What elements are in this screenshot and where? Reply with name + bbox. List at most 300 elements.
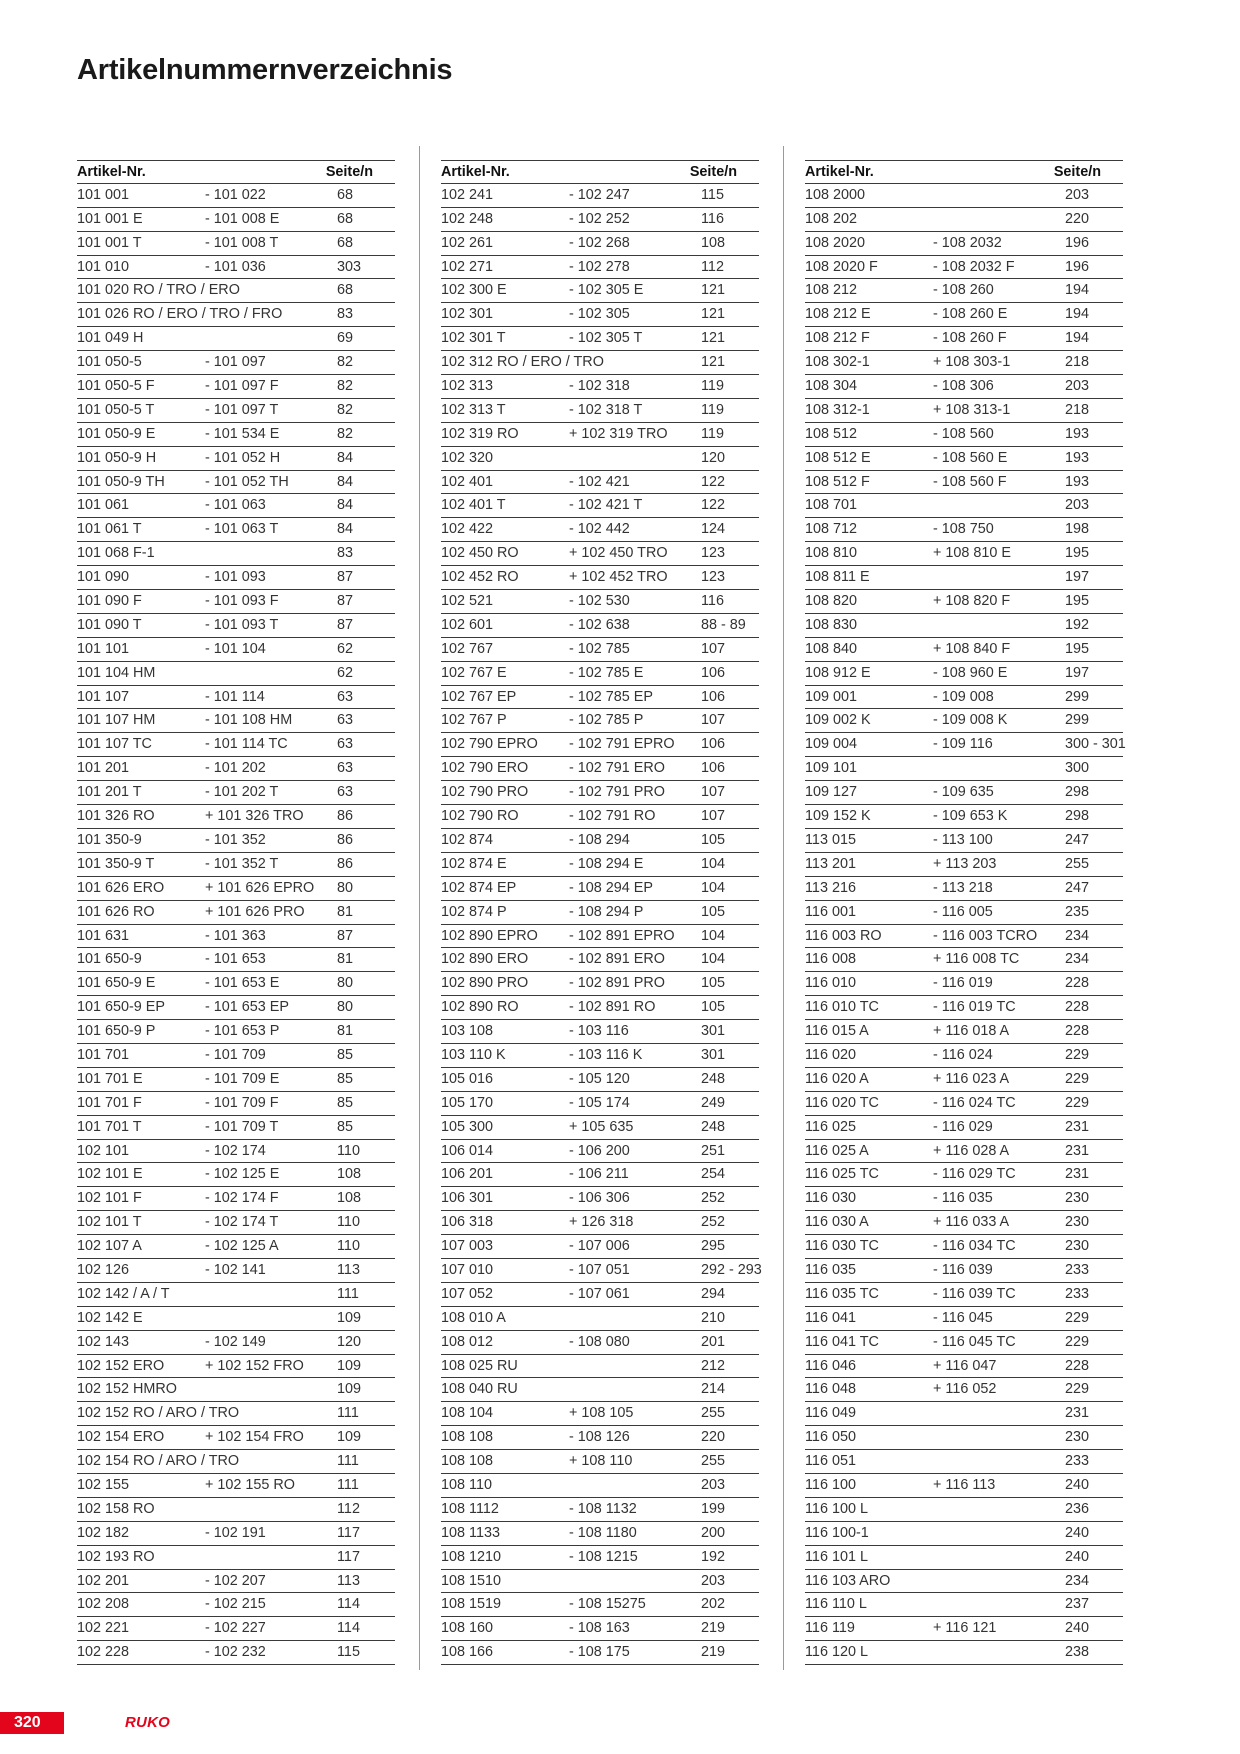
page-reference: 298 (1065, 808, 1090, 825)
article-number-from: 109 002 K (805, 712, 871, 729)
page-reference: 105 (701, 975, 726, 992)
page-reference: 220 (1065, 210, 1090, 227)
article-number-to: - 102 421 (569, 473, 630, 490)
page-reference: 301 (701, 1046, 726, 1063)
article-number-to: - 116 024 TC (933, 1094, 1016, 1111)
page-reference: 68 (337, 234, 354, 251)
article-number-from: 108 1510 (441, 1572, 502, 1589)
page-reference: 194 (1065, 330, 1090, 347)
index-row (805, 1593, 1123, 1617)
article-number-to: - 102 305 (569, 306, 630, 323)
article-number-to: - 102 891 PRO (569, 975, 665, 992)
page-reference: 229 (1065, 1333, 1090, 1350)
index-row (805, 805, 1123, 829)
index-row (441, 805, 759, 829)
article-number-to: - 108 1180 (569, 1524, 637, 1541)
article-number-from: 101 050-5 F (77, 378, 155, 395)
article-number-from: 108 820 (805, 593, 858, 610)
page-reference: 195 (1065, 593, 1090, 610)
index-row (805, 1546, 1123, 1570)
article-number-to: - 109 008 K (933, 712, 1008, 729)
header-article-number: Artikel-Nr. (805, 164, 874, 180)
page-reference: 255 (701, 1453, 726, 1470)
article-number-from: 107 003 (441, 1238, 494, 1255)
article-number-from: 102 601 (441, 616, 494, 633)
page-reference: 203 (1065, 497, 1090, 514)
article-number-to: + 101 326 TRO (205, 808, 304, 825)
article-number-to: - 101 709 (205, 1046, 266, 1063)
index-row (441, 1617, 759, 1641)
page-reference: 252 (701, 1190, 726, 1207)
page-reference: 240 (1065, 1476, 1090, 1493)
index-row (441, 447, 759, 471)
page-reference: 123 (701, 545, 726, 562)
header-article-number: Artikel-Nr. (77, 164, 146, 180)
page-reference: 83 (337, 306, 354, 323)
article-number-to: + 101 626 EPRO (205, 879, 315, 896)
index-row (441, 972, 759, 996)
article-number-from: 101 001 T (77, 234, 142, 251)
article-number-from: 101 701 F (77, 1094, 142, 1111)
page-reference: 238 (1065, 1644, 1090, 1661)
article-number-from: 116 101 L (805, 1548, 868, 1565)
page-reference: 119 (701, 401, 724, 418)
article-number-to: + 116 052 (933, 1381, 997, 1398)
article-number-to: + 116 113 (933, 1476, 996, 1493)
page-reference: 81 (337, 1023, 354, 1040)
article-number-from: 102 154 RO / ARO / TRO (77, 1453, 240, 1470)
index-row (77, 542, 395, 566)
article-number-to: + 116 028 A (933, 1142, 1010, 1159)
article-number-from: 102 422 (441, 521, 494, 538)
page-reference: 86 (337, 808, 354, 825)
article-number-from: 105 016 (441, 1070, 494, 1087)
article-number-to: - 102 232 (205, 1644, 266, 1661)
article-number-from: 102 101 F (77, 1190, 142, 1207)
page-reference: 195 (1065, 545, 1090, 562)
page-reference: 248 (701, 1070, 726, 1087)
page-reference: 114 (337, 1620, 360, 1637)
article-number-from: 108 108 (441, 1429, 494, 1446)
article-number-to: - 101 108 HM (205, 712, 293, 729)
article-number-from: 108 012 (441, 1333, 494, 1350)
page-reference: 254 (701, 1166, 726, 1183)
article-number-to: - 101 709 T (205, 1118, 279, 1135)
index-row (77, 662, 395, 686)
page-reference: 85 (337, 1094, 354, 1111)
index-row (441, 208, 759, 232)
article-number-to: - 101 363 (205, 927, 266, 944)
article-number-from: 106 201 (441, 1166, 494, 1183)
index-row (441, 1641, 759, 1665)
article-number-from: 101 049 H (77, 330, 144, 347)
article-number-from: 108 212 E (805, 306, 871, 323)
index-column-2 (441, 160, 762, 1665)
index-row (77, 1641, 395, 1665)
article-number-from: 102 401 T (441, 497, 506, 514)
article-number-to: + 116 023 A (933, 1070, 1010, 1087)
page-reference: 122 (701, 497, 726, 514)
page-reference: 81 (337, 903, 354, 920)
article-number-to: - 102 421 T (569, 497, 643, 514)
page-reference: 230 (1065, 1238, 1090, 1255)
page-reference: 231 (1065, 1166, 1090, 1183)
article-number-to: - 106 200 (569, 1142, 630, 1159)
page-reference: 229 (1065, 1309, 1090, 1326)
index-row (77, 518, 395, 542)
index-row (805, 351, 1123, 375)
index-row (441, 566, 759, 590)
article-number-from: 102 143 (77, 1333, 130, 1350)
article-number-from: 116 030 (805, 1190, 856, 1207)
article-number-from: 102 152 HMRO (77, 1381, 177, 1398)
article-number-to: - 102 268 (569, 234, 630, 251)
article-number-to: - 102 791 PRO (569, 784, 665, 801)
page-reference: 88 - 89 (701, 616, 746, 633)
article-number-from: 102 221 (77, 1620, 130, 1637)
article-number-to: - 116 045 (933, 1309, 993, 1326)
article-number-to: - 102 174 T (205, 1214, 279, 1231)
article-number-from: 102 101 T (77, 1214, 142, 1231)
index-row (805, 590, 1123, 614)
article-number-from: 101 050-9 TH (77, 473, 165, 490)
article-number-from: 108 025 RU (441, 1357, 518, 1374)
article-number-to: - 102 891 ERO (569, 951, 665, 968)
page-reference: 200 (701, 1524, 726, 1541)
page-reference: 110 (337, 1142, 360, 1159)
index-row (441, 1211, 759, 1235)
index-row (441, 1402, 759, 1426)
article-number-from: 108 2020 F (805, 258, 878, 275)
article-number-from: 108 830 (805, 616, 858, 633)
article-number-from: 102 107 A (77, 1238, 142, 1255)
article-number-from: 108 160 (441, 1620, 494, 1637)
page-reference: 299 (1065, 712, 1090, 729)
article-number-to: - 102 125 A (205, 1238, 279, 1255)
index-row (441, 1426, 759, 1450)
page-reference: 121 (701, 306, 726, 323)
article-number-from: 105 300 (441, 1118, 494, 1135)
page-reference: 193 (1065, 449, 1090, 466)
index-row (805, 1331, 1123, 1355)
article-number-from: 106 301 (441, 1190, 494, 1207)
page-reference: 63 (337, 688, 354, 705)
index-row (77, 972, 395, 996)
index-row (805, 1235, 1123, 1259)
page-reference: 233 (1065, 1261, 1090, 1278)
article-number-from: 102 228 (77, 1644, 130, 1661)
page-reference: 86 (337, 831, 354, 848)
article-number-to: + 116 033 A (933, 1214, 1010, 1231)
index-row (805, 1307, 1123, 1331)
article-number-from: 105 170 (441, 1094, 494, 1111)
article-number-from: 102 450 RO (441, 545, 519, 562)
article-number-to: - 101 097 (205, 354, 266, 371)
page-reference: 252 (701, 1214, 726, 1231)
article-number-from: 108 1519 (441, 1596, 502, 1613)
article-number-to: - 101 202 T (205, 784, 279, 801)
page-reference: 82 (337, 354, 354, 371)
index-row (805, 1450, 1123, 1474)
article-number-to: - 101 008 T (205, 234, 279, 251)
article-number-from: 108 512 E (805, 449, 871, 466)
article-number-from: 101 001 (77, 186, 130, 203)
index-row (441, 614, 759, 638)
article-number-from: 101 001 E (77, 210, 143, 227)
index-column-3 (805, 160, 1126, 1665)
page-reference: 233 (1065, 1453, 1090, 1470)
index-row (77, 1593, 395, 1617)
column-divider (783, 146, 784, 1670)
article-number-from: 108 701 (805, 497, 858, 514)
page-reference: 194 (1065, 282, 1090, 299)
article-number-to: + 116 121 (933, 1620, 997, 1637)
article-number-from: 109 101 (805, 760, 858, 777)
article-number-from: 101 090 F (77, 593, 142, 610)
article-number-from: 108 104 (441, 1405, 494, 1422)
index-row (441, 877, 759, 901)
index-row (805, 1259, 1123, 1283)
index-row (441, 1140, 759, 1164)
article-number-from: 101 650-9 P (77, 1023, 156, 1040)
article-number-to: - 116 039 (933, 1261, 993, 1278)
index-row (441, 829, 759, 853)
page-reference: 121 (701, 282, 726, 299)
index-row (805, 566, 1123, 590)
article-number-to: - 101 653 E (205, 975, 280, 992)
page-reference: 107 (701, 712, 726, 729)
index-row (805, 1044, 1123, 1068)
article-number-from: 108 304 (805, 378, 858, 395)
index-row (805, 757, 1123, 781)
page-reference: 196 (1065, 258, 1090, 275)
article-number-from: 102 208 (77, 1596, 130, 1613)
article-number-to: + 102 452 TRO (569, 569, 668, 586)
index-row (441, 709, 759, 733)
index-row (441, 518, 759, 542)
article-number-to: - 102 227 (205, 1620, 266, 1637)
page-reference: 63 (337, 784, 354, 801)
index-row (77, 781, 395, 805)
index-row (77, 996, 395, 1020)
index-row (441, 1331, 759, 1355)
page-reference: 109 (337, 1381, 362, 1398)
index-row (441, 1474, 759, 1498)
article-number-from: 108 2020 (805, 234, 866, 251)
article-number-from: 101 631 (77, 927, 130, 944)
article-number-from: 102 313 T (441, 401, 506, 418)
article-number-from: 116 051 (805, 1453, 856, 1470)
article-number-from: 109 127 (805, 784, 858, 801)
article-number-from: 116 050 (805, 1429, 856, 1446)
index-row (77, 1355, 395, 1379)
page-reference: 124 (701, 521, 726, 538)
article-number-from: 102 312 RO / ERO / TRO (441, 354, 604, 371)
page-reference: 295 (701, 1238, 726, 1255)
article-number-from: 116 030 TC (805, 1238, 879, 1255)
page-reference: 203 (1065, 186, 1090, 203)
page-reference: 218 (1065, 401, 1090, 418)
article-number-from: 101 701 (77, 1046, 130, 1063)
article-number-to: - 102 215 (205, 1596, 266, 1613)
article-number-from: 116 100-1 (805, 1524, 869, 1541)
article-number-to: - 116 029 (933, 1118, 993, 1135)
article-number-from: 102 874 EP (441, 879, 517, 896)
index-row (805, 853, 1123, 877)
page-number-badge: 320 (0, 1712, 64, 1734)
index-row (805, 279, 1123, 303)
index-row (805, 948, 1123, 972)
index-row (441, 423, 759, 447)
page-reference: 203 (1065, 378, 1090, 395)
index-row (77, 1450, 395, 1474)
article-number-to: - 108 960 E (933, 664, 1008, 681)
index-row (77, 471, 395, 495)
index-row (805, 781, 1123, 805)
article-number-from: 107 010 (441, 1261, 494, 1278)
article-number-to: - 108 1215 (569, 1548, 638, 1565)
page-reference: 192 (701, 1548, 726, 1565)
page-reference: 120 (701, 449, 726, 466)
article-number-to: - 105 174 (569, 1094, 630, 1111)
article-number-to: - 102 791 EPRO (569, 736, 675, 753)
article-number-from: 108 512 (805, 425, 858, 442)
page-reference: 119 (701, 378, 724, 395)
page-reference: 63 (337, 736, 354, 753)
index-row (805, 423, 1123, 447)
article-number-from: 116 041 TC (805, 1333, 879, 1350)
article-number-to: + 126 318 (569, 1214, 634, 1231)
article-number-from: 102 300 E (441, 282, 507, 299)
article-number-from: 116 008 (805, 951, 856, 968)
article-number-from: 101 061 (77, 497, 130, 514)
page-reference: 112 (701, 258, 724, 275)
index-row (77, 279, 395, 303)
article-number-to: - 107 006 (569, 1238, 630, 1255)
article-number-from: 101 026 RO / ERO / TRO / FRO (77, 306, 283, 323)
article-number-to: + 108 303-1 (933, 354, 1011, 371)
index-row (77, 447, 395, 471)
page-reference: 240 (1065, 1548, 1090, 1565)
article-number-to: + 116 018 A (933, 1023, 1010, 1040)
index-row (805, 1378, 1123, 1402)
index-row (441, 327, 759, 351)
article-number-from: 101 626 RO (77, 903, 155, 920)
index-row (805, 1116, 1123, 1140)
page-reference: 121 (701, 330, 726, 347)
article-number-to: - 108 306 (933, 378, 994, 395)
page-reference: 85 (337, 1118, 354, 1135)
index-row (77, 805, 395, 829)
article-number-to: - 101 097 T (205, 401, 279, 418)
header-pages: Seite/n (689, 164, 737, 180)
index-row (805, 1068, 1123, 1092)
index-row (77, 327, 395, 351)
article-number-from: 102 890 ERO (441, 951, 529, 968)
article-number-to: - 102 791 RO (569, 808, 656, 825)
index-row (77, 1140, 395, 1164)
article-number-to: - 109 008 (933, 688, 994, 705)
article-number-to: + 102 152 FRO (205, 1357, 304, 1374)
index-row (77, 1092, 395, 1116)
page-reference: 115 (701, 186, 724, 203)
article-number-from: 102 301 T (441, 330, 506, 347)
index-row (441, 542, 759, 566)
article-number-to: + 102 319 TRO (569, 425, 668, 442)
index-row (805, 542, 1123, 566)
page-reference: 214 (701, 1381, 726, 1398)
index-row (441, 853, 759, 877)
article-number-to: - 106 211 (569, 1166, 629, 1183)
index-row (805, 686, 1123, 710)
index-row (77, 1474, 395, 1498)
article-number-to: - 103 116 K (569, 1046, 643, 1063)
index-row (77, 901, 395, 925)
article-number-to: - 102 785 P (569, 712, 644, 729)
article-number-to: - 108 260 (933, 282, 994, 299)
page-reference: 104 (701, 855, 726, 872)
index-row (77, 1331, 395, 1355)
page-reference: 212 (701, 1357, 726, 1374)
article-number-to: - 116 039 TC (933, 1285, 1016, 1302)
index-row (441, 1235, 759, 1259)
article-number-from: 116 035 (805, 1261, 856, 1278)
index-row (441, 494, 759, 518)
index-row (77, 1570, 395, 1594)
article-number-from: 108 912 E (805, 664, 871, 681)
article-number-to: - 116 019 (933, 975, 993, 992)
index-row (441, 948, 759, 972)
article-number-to: - 102 785 E (569, 664, 644, 681)
index-row (805, 1355, 1123, 1379)
page-reference: 110 (337, 1214, 360, 1231)
article-number-to: - 116 019 TC (933, 999, 1016, 1016)
page-reference: 236 (1065, 1500, 1090, 1517)
index-row (805, 1402, 1123, 1426)
page-reference: 229 (1065, 1094, 1090, 1111)
article-number-from: 102 152 RO / ARO / TRO (77, 1405, 240, 1422)
article-number-from: 102 319 RO (441, 425, 519, 442)
article-number-to: - 109 653 K (933, 808, 1008, 825)
index-row (441, 1092, 759, 1116)
article-number-from: 116 119 (805, 1620, 855, 1637)
article-number-from: 108 302-1 (805, 354, 870, 371)
index-row (805, 829, 1123, 853)
index-row (77, 1259, 395, 1283)
page-reference: 247 (1065, 879, 1090, 896)
index-row (77, 709, 395, 733)
article-number-to: - 101 352 (205, 831, 266, 848)
article-number-to: - 102 891 RO (569, 999, 656, 1016)
page-reference: 81 (337, 951, 354, 968)
page-reference: 193 (1065, 473, 1090, 490)
index-row (441, 232, 759, 256)
article-number-from: 102 301 (441, 306, 494, 323)
page-reference: 219 (701, 1620, 726, 1637)
page-reference: 230 (1065, 1429, 1090, 1446)
article-number-from: 102 874 P (441, 903, 507, 920)
page-reference: 229 (1065, 1070, 1090, 1087)
page-reference: 111 (337, 1405, 359, 1422)
column-header (805, 160, 1123, 184)
index-row (441, 686, 759, 710)
page-reference: 255 (701, 1405, 726, 1422)
page-reference: 82 (337, 401, 354, 418)
page-reference: 220 (701, 1429, 726, 1446)
article-number-to: - 108 560 E (933, 449, 1008, 466)
article-number-from: 102 152 ERO (77, 1357, 165, 1374)
index-row (77, 853, 395, 877)
